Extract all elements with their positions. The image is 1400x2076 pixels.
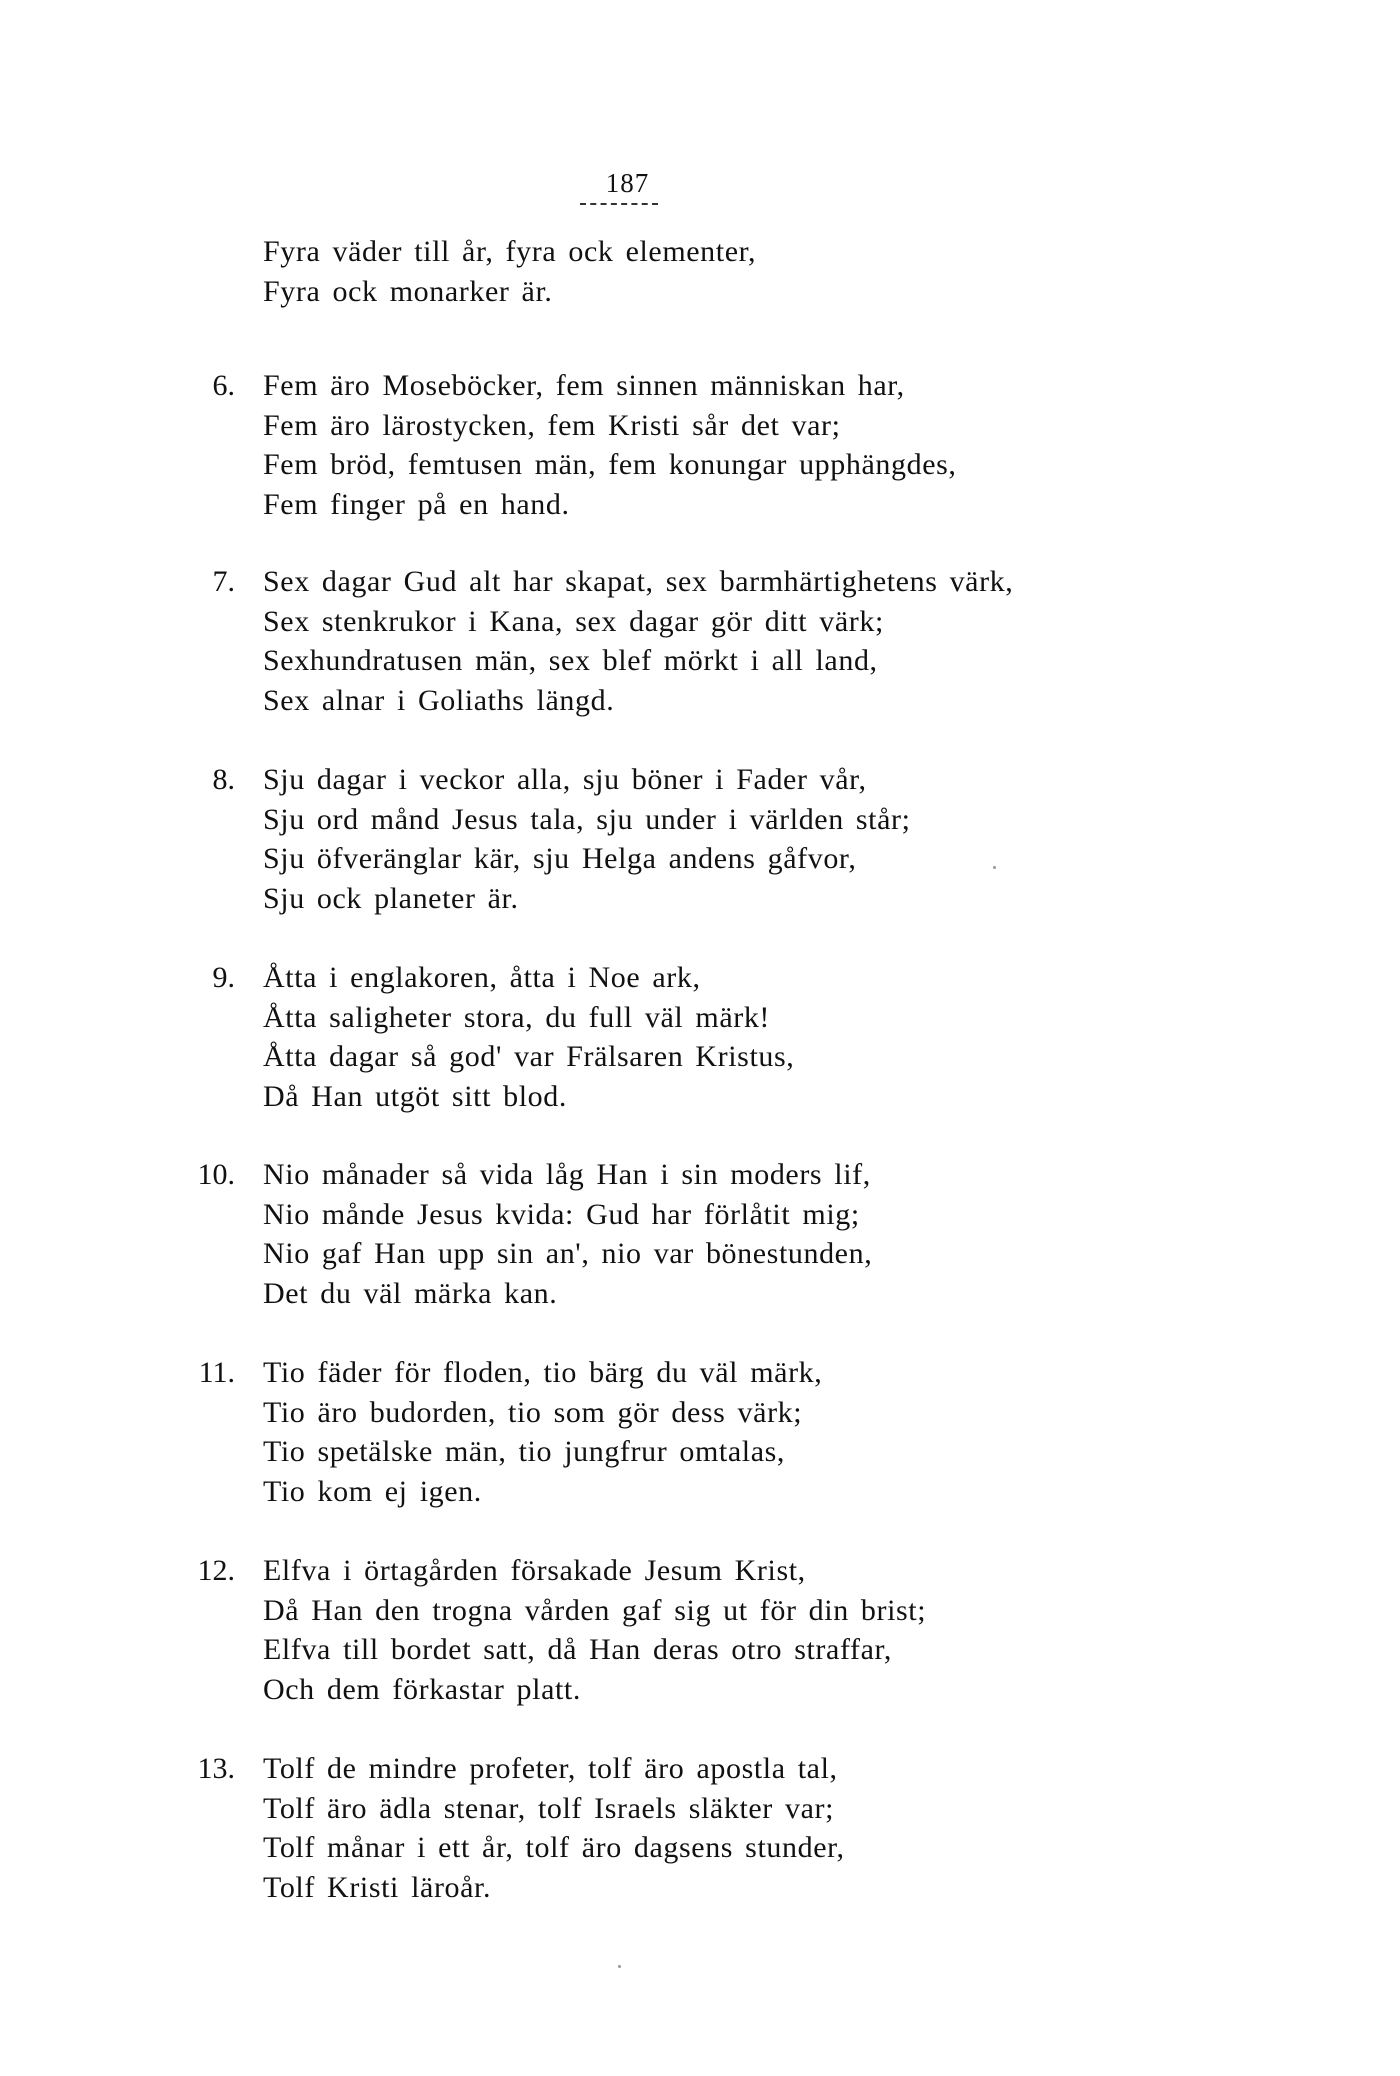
stanza-number: 13. bbox=[197, 1752, 235, 1785]
page-number-rule bbox=[580, 203, 658, 205]
verse-line: Sju ord månd Jesus tala, sju under i världen står; bbox=[263, 803, 911, 836]
verse-line: Nio månader så vida låg Han i sin moders lif, bbox=[263, 1158, 871, 1191]
verse-line: Tolf Kristi läroår. bbox=[263, 1871, 492, 1904]
verse-line: Åtta i englakoren, åtta i Noe ark, bbox=[263, 961, 701, 994]
stanza-number: 12. bbox=[197, 1554, 235, 1587]
verse-line: Och dem förkastar platt. bbox=[263, 1673, 581, 1706]
verse-line: Tio spetälske män, tio jungfrur omtalas, bbox=[263, 1435, 786, 1468]
verse-line: Fyra väder till år, fyra ock elementer, bbox=[263, 235, 757, 268]
verse-line: Fem finger på en hand. bbox=[263, 488, 570, 521]
paper-speck bbox=[618, 1965, 621, 1968]
verse-line: Nio månde Jesus kvida: Gud har förlåtit mig; bbox=[263, 1198, 860, 1231]
verse-line: Sju öfveränglar kär, sju Helga andens gåfvor, bbox=[263, 842, 857, 875]
stanza-number: 6. bbox=[212, 369, 235, 402]
stanza-number: 9. bbox=[212, 961, 235, 994]
verse-line: Fem äro lärostycken, fem Kristi sår det var; bbox=[263, 409, 841, 442]
paper-speck bbox=[993, 866, 996, 869]
verse-line: Åtta dagar så god' var Frälsaren Kristus, bbox=[263, 1040, 795, 1073]
stanza-number: 11. bbox=[198, 1356, 235, 1389]
verse-line: Då Han den trogna vården gaf sig ut för din brist; bbox=[263, 1594, 927, 1627]
verse-line: Sju dagar i veckor alla, sju böner i Fader vår, bbox=[263, 763, 867, 796]
verse-line: Sex dagar Gud alt har skapat, sex barmhärtighetens värk, bbox=[263, 565, 1014, 598]
verse-line: Sju ock planeter är. bbox=[263, 882, 519, 915]
verse-line: Sex alnar i Goliaths längd. bbox=[263, 684, 615, 717]
stanza-number: 8. bbox=[212, 763, 235, 796]
verse-line: Fem bröd, femtusen män, fem konungar upphängdes, bbox=[263, 448, 957, 481]
stanza-number: 7. bbox=[212, 565, 235, 598]
verse-line: Tolf de mindre profeter, tolf äro apostla tal, bbox=[263, 1752, 838, 1785]
page-number: 187 bbox=[605, 168, 650, 198]
verse-line: Nio gaf Han upp sin an', nio var bönestunden, bbox=[263, 1237, 873, 1270]
verse-line: Sex stenkrukor i Kana, sex dagar gör ditt värk; bbox=[263, 605, 884, 638]
verse-line: Tio kom ej igen. bbox=[263, 1475, 482, 1508]
verse-line: Fyra ock monarker är. bbox=[263, 275, 553, 308]
verse-line: Elfva till bordet satt, då Han deras otro straffar, bbox=[263, 1633, 892, 1666]
verse-line: Åtta saligheter stora, du full väl märk! bbox=[263, 1001, 771, 1034]
verse-line: Tolf månar i ett år, tolf äro dagsens stunder, bbox=[263, 1831, 845, 1864]
verse-line: Elfva i örtagården försakade Jesum Krist, bbox=[263, 1554, 806, 1587]
verse-line: Tio äro budorden, tio som gör dess värk; bbox=[263, 1396, 803, 1429]
verse-line: Sexhundratusen män, sex blef mörkt i all land, bbox=[263, 644, 878, 677]
verse-line: Tolf äro ädla stenar, tolf Israels släkter var; bbox=[263, 1792, 835, 1825]
verse-line: Då Han utgöt sitt blod. bbox=[263, 1080, 567, 1113]
verse-line: Tio fäder för floden, tio bärg du väl märk, bbox=[263, 1356, 823, 1389]
verse-line: Fem äro Moseböcker, fem sinnen människan har, bbox=[263, 369, 905, 402]
verse-line: Det du väl märka kan. bbox=[263, 1277, 558, 1310]
stanza-number: 10. bbox=[197, 1158, 235, 1191]
